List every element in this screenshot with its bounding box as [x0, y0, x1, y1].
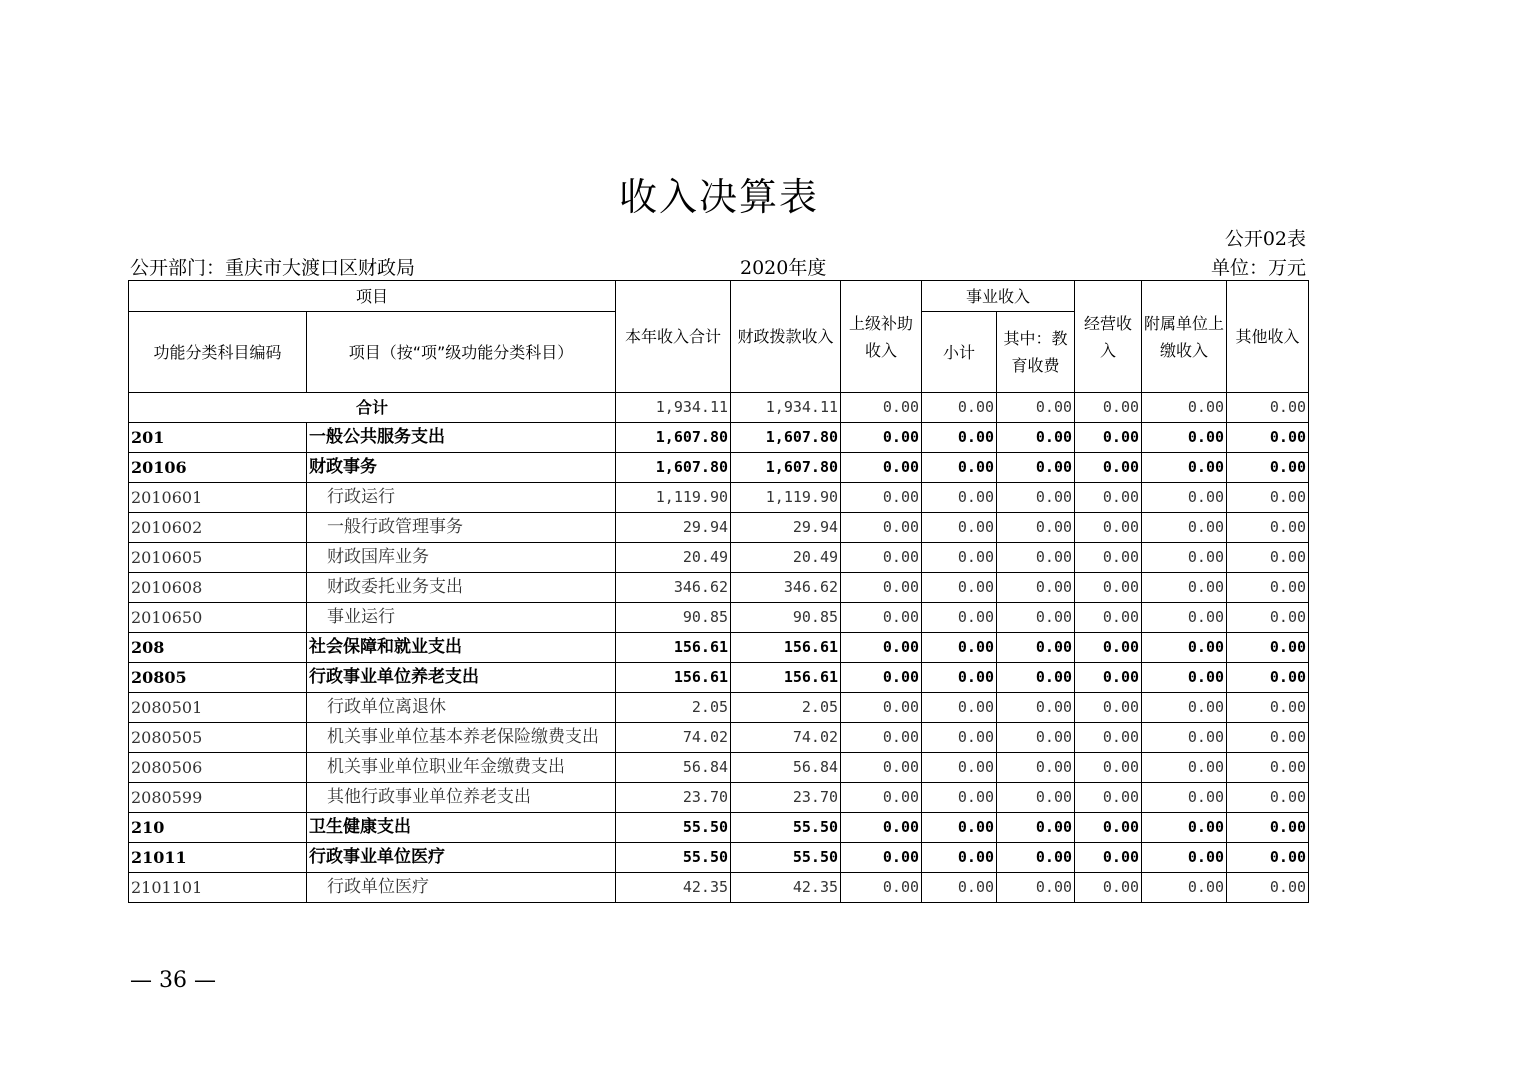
row-value: 0.00	[997, 543, 1075, 573]
row-value: 74.02	[616, 723, 731, 753]
row-value: 0.00	[997, 723, 1075, 753]
row-value: 0.00	[922, 573, 997, 603]
row-code: 2010601	[129, 483, 307, 513]
table-row	[129, 663, 1309, 693]
row-value: 0.00	[1227, 633, 1309, 663]
row-value: 0.00	[1075, 783, 1142, 813]
table-row	[129, 843, 1309, 873]
row-value: 0.00	[922, 843, 997, 873]
row-value: 0.00	[997, 663, 1075, 693]
row-value: 0.00	[922, 543, 997, 573]
row-value: 0.00	[1142, 843, 1227, 873]
row-value: 0.00	[1227, 783, 1309, 813]
row-value: 0.00	[841, 783, 922, 813]
table-body	[129, 393, 1309, 903]
row-code: 20805	[129, 663, 307, 693]
header-other: 其他收入	[1227, 281, 1309, 393]
row-value: 56.84	[731, 753, 841, 783]
row-name: 事业运行	[307, 603, 616, 633]
year-label: 2020年度	[740, 257, 827, 279]
row-value: 0.00	[1075, 603, 1142, 633]
row-value: 55.50	[616, 813, 731, 843]
unit-label: 单位：万元	[1210, 257, 1306, 279]
row-value: 0.00	[841, 813, 922, 843]
row-code: 2101101	[129, 873, 307, 903]
table-row	[129, 753, 1309, 783]
row-value: 56.84	[616, 753, 731, 783]
header-upper: 上级补助收入	[841, 281, 922, 393]
total-label: 合计	[129, 393, 616, 423]
row-value: 0.00	[997, 843, 1075, 873]
row-code: 210	[129, 813, 307, 843]
row-value: 42.35	[616, 873, 731, 903]
row-value: 1,607.80	[731, 453, 841, 483]
row-value: 0.00	[922, 423, 997, 453]
row-value: 0.00	[1227, 813, 1309, 843]
table-row	[129, 513, 1309, 543]
row-value: 0.00	[922, 513, 997, 543]
row-value: 0.00	[841, 453, 922, 483]
row-code: 2080505	[129, 723, 307, 753]
header-edu: 其中：教育收费	[997, 312, 1075, 393]
row-value: 0.00	[922, 813, 997, 843]
row-value: 346.62	[731, 573, 841, 603]
income-table	[128, 280, 1309, 903]
row-value: 0.00	[1075, 873, 1142, 903]
row-value: 0.00	[1227, 753, 1309, 783]
table-row	[129, 783, 1309, 813]
total-cell: 0.00	[1142, 393, 1227, 423]
row-value: 0.00	[1227, 573, 1309, 603]
row-code: 2080599	[129, 783, 307, 813]
row-code: 2010608	[129, 573, 307, 603]
row-value: 42.35	[731, 873, 841, 903]
total-cell: 0.00	[1227, 393, 1309, 423]
row-value: 0.00	[1075, 453, 1142, 483]
row-value: 0.00	[1142, 513, 1227, 543]
row-value: 156.61	[616, 633, 731, 663]
row-value: 0.00	[1142, 873, 1227, 903]
table-row	[129, 813, 1309, 843]
row-value: 0.00	[1142, 573, 1227, 603]
row-value: 156.61	[616, 663, 731, 693]
row-name: 其他行政事业单位养老支出	[307, 783, 616, 813]
row-value: 0.00	[1075, 633, 1142, 663]
row-value: 0.00	[1075, 513, 1142, 543]
row-value: 0.00	[841, 603, 922, 633]
header-name: 项目（按“项”级功能分类科目）	[307, 312, 616, 393]
row-value: 0.00	[922, 603, 997, 633]
row-value: 0.00	[841, 423, 922, 453]
total-cell: 1,934.11	[731, 393, 841, 423]
row-value: 0.00	[997, 633, 1075, 663]
row-value: 0.00	[1227, 843, 1309, 873]
row-value: 55.50	[731, 813, 841, 843]
row-value: 0.00	[1142, 663, 1227, 693]
row-value: 0.00	[1075, 843, 1142, 873]
row-name: 行政运行	[307, 483, 616, 513]
row-value: 0.00	[997, 573, 1075, 603]
total-cell: 1,934.11	[616, 393, 731, 423]
row-value: 0.00	[1227, 663, 1309, 693]
row-value: 74.02	[731, 723, 841, 753]
row-value: 0.00	[922, 633, 997, 663]
row-name: 机关事业单位职业年金缴费支出	[307, 753, 616, 783]
row-value: 0.00	[1142, 753, 1227, 783]
row-code: 2010650	[129, 603, 307, 633]
row-value: 0.00	[1227, 873, 1309, 903]
total-cell: 0.00	[997, 393, 1075, 423]
row-value: 0.00	[841, 873, 922, 903]
row-value: 0.00	[841, 693, 922, 723]
row-code: 20106	[129, 453, 307, 483]
row-value: 0.00	[1142, 603, 1227, 633]
header-affiliated: 附属单位上缴收入	[1142, 281, 1227, 393]
row-value: 0.00	[922, 663, 997, 693]
row-value: 0.00	[841, 843, 922, 873]
row-value: 0.00	[1142, 783, 1227, 813]
row-value: 2.05	[731, 693, 841, 723]
row-value: 23.70	[731, 783, 841, 813]
row-value: 0.00	[1142, 483, 1227, 513]
table-row	[129, 453, 1309, 483]
row-name: 一般公共服务支出	[307, 423, 616, 453]
row-value: 0.00	[997, 513, 1075, 543]
row-value: 0.00	[922, 873, 997, 903]
header-business: 事业收入	[922, 281, 1075, 312]
row-value: 0.00	[1227, 693, 1309, 723]
row-value: 0.00	[922, 723, 997, 753]
row-value: 0.00	[922, 453, 997, 483]
row-value: 55.50	[616, 843, 731, 873]
row-value: 0.00	[841, 723, 922, 753]
row-value: 346.62	[616, 573, 731, 603]
row-value: 0.00	[1075, 813, 1142, 843]
row-value: 0.00	[922, 753, 997, 783]
row-value: 0.00	[841, 543, 922, 573]
header-operating: 经营收入	[1075, 281, 1142, 393]
row-value: 1,607.80	[616, 453, 731, 483]
row-value: 29.94	[731, 513, 841, 543]
row-value: 0.00	[997, 783, 1075, 813]
table-row	[129, 603, 1309, 633]
row-name: 一般行政管理事务	[307, 513, 616, 543]
row-value: 0.00	[1227, 513, 1309, 543]
row-value: 0.00	[997, 423, 1075, 453]
row-value: 20.49	[731, 543, 841, 573]
table-row	[129, 543, 1309, 573]
row-code: 208	[129, 633, 307, 663]
row-value: 0.00	[1227, 603, 1309, 633]
row-name: 财政委托业务支出	[307, 573, 616, 603]
row-value: 0.00	[841, 513, 922, 543]
row-value: 29.94	[616, 513, 731, 543]
row-value: 0.00	[841, 573, 922, 603]
total-cell: 0.00	[841, 393, 922, 423]
header-item: 项目	[129, 281, 616, 312]
row-value: 23.70	[616, 783, 731, 813]
row-value: 0.00	[997, 483, 1075, 513]
row-value: 156.61	[731, 663, 841, 693]
row-value: 90.85	[616, 603, 731, 633]
row-value: 0.00	[1227, 543, 1309, 573]
row-value: 0.00	[1075, 753, 1142, 783]
row-value: 1,607.80	[616, 423, 731, 453]
row-value: 0.00	[1142, 423, 1227, 453]
total-row	[129, 393, 1309, 423]
row-value: 0.00	[841, 633, 922, 663]
row-value: 0.00	[1142, 633, 1227, 663]
row-name: 行政事业单位养老支出	[307, 663, 616, 693]
row-value: 20.49	[616, 543, 731, 573]
row-value: 0.00	[1227, 453, 1309, 483]
row-value: 0.00	[1075, 573, 1142, 603]
row-value: 0.00	[1075, 723, 1142, 753]
row-value: 0.00	[841, 483, 922, 513]
row-value: 1,607.80	[731, 423, 841, 453]
row-value: 156.61	[731, 633, 841, 663]
form-number: 公开02表	[1224, 228, 1306, 250]
row-value: 0.00	[1142, 693, 1227, 723]
row-value: 0.00	[922, 783, 997, 813]
row-value: 0.00	[922, 483, 997, 513]
row-value: 0.00	[922, 693, 997, 723]
row-value: 0.00	[841, 753, 922, 783]
total-cell: 0.00	[1075, 393, 1142, 423]
row-value: 0.00	[997, 693, 1075, 723]
header-subtotal: 小计	[922, 312, 997, 393]
row-value: 0.00	[1075, 423, 1142, 453]
row-value: 0.00	[1075, 543, 1142, 573]
department-label: 公开部门：重庆市大渡口区财政局	[130, 257, 416, 279]
page-number: — 36 —	[130, 968, 216, 993]
row-value: 90.85	[731, 603, 841, 633]
row-name: 财政国库业务	[307, 543, 616, 573]
page-title: 收入决算表	[618, 175, 819, 219]
meta-row	[130, 253, 1306, 279]
row-value: 0.00	[997, 453, 1075, 483]
row-value: 0.00	[1075, 663, 1142, 693]
row-code: 21011	[129, 843, 307, 873]
row-name: 社会保障和就业支出	[307, 633, 616, 663]
table-row	[129, 573, 1309, 603]
table-row	[129, 723, 1309, 753]
header-code: 功能分类科目编码	[129, 312, 307, 393]
table-row	[129, 423, 1309, 453]
header-total: 本年收入合计	[616, 281, 731, 393]
row-name: 财政事务	[307, 453, 616, 483]
row-value: 1,119.90	[731, 483, 841, 513]
row-value: 0.00	[997, 813, 1075, 843]
row-code: 2080506	[129, 753, 307, 783]
row-code: 2010602	[129, 513, 307, 543]
row-value: 0.00	[1075, 483, 1142, 513]
row-value: 55.50	[731, 843, 841, 873]
row-value: 0.00	[997, 753, 1075, 783]
row-value: 0.00	[997, 873, 1075, 903]
table-row	[129, 483, 1309, 513]
row-name: 卫生健康支出	[307, 813, 616, 843]
row-value: 1,119.90	[616, 483, 731, 513]
row-name: 行政单位离退休	[307, 693, 616, 723]
table-row	[129, 693, 1309, 723]
row-value: 0.00	[841, 663, 922, 693]
row-name: 行政单位医疗	[307, 873, 616, 903]
row-code: 2080501	[129, 693, 307, 723]
row-value: 0.00	[1227, 483, 1309, 513]
row-value: 0.00	[1142, 813, 1227, 843]
total-cell: 0.00	[922, 393, 997, 423]
table-row	[129, 633, 1309, 663]
row-value: 0.00	[1142, 543, 1227, 573]
row-value: 0.00	[1142, 723, 1227, 753]
header-fiscal: 财政拨款收入	[731, 281, 841, 393]
row-value: 2.05	[616, 693, 731, 723]
row-value: 0.00	[1075, 693, 1142, 723]
row-code: 2010605	[129, 543, 307, 573]
row-value: 0.00	[1227, 423, 1309, 453]
row-name: 机关事业单位基本养老保险缴费支出	[307, 723, 616, 753]
row-name: 行政事业单位医疗	[307, 843, 616, 873]
table-row	[129, 873, 1309, 903]
row-code: 201	[129, 423, 307, 453]
row-value: 0.00	[1142, 453, 1227, 483]
row-value: 0.00	[1227, 723, 1309, 753]
row-value: 0.00	[997, 603, 1075, 633]
